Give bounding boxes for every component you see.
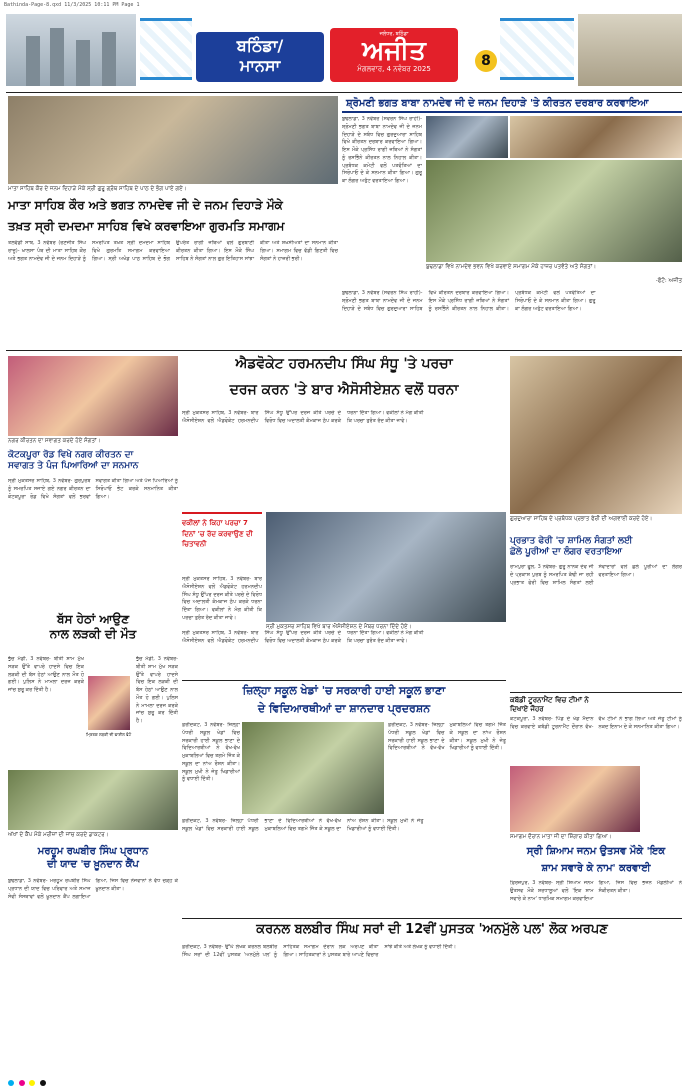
story7-photo: [510, 356, 682, 514]
story10-headline: [510, 846, 682, 875]
section-rule-1: [6, 350, 682, 351]
story6-body: ਬੁਢਲਾਡਾ, 3 ਨਵੰਬਰ- ਮਰਹੂਮ ਰਘਬੀਰ ਸਿੰਘ ਪ੍ਰਧਾਨ ਦੀ ਯਾਦ ਵਿਚ ਪਰਿਵਾਰ ਅਤੇ ਸਮਾਜ ਸੇਵੀ ਸੰਸਥਾਵਾਂ ਵਲੋਂ ਖ਼ੂਨਦਾਨ ਕੈਂਪ ਲਗਾਇਆ ਗਿਆ, ਜਿਸ ਵਿਚ ਨੌਜਵਾਨਾਂ ਨੇ ਵੱਧ ਚੜ੍ਹ ਕੇ ਖ਼ੂਨਦਾਨ ਕੀਤਾ।: [8, 878, 178, 900]
story9-body: ਕੋਟਕਪੂਰਾ, 3 ਨਵੰਬਰ- ਪਿੰਡ ਦੇ ਖੇਡ ਮੈਦਾਨ ਵਿਚ ਕਰਵਾਏ ਕਬੱਡੀ ਟੂਰਨਾਮੈਂਟ ਦੌਰਾਨ ਵੱਖ-ਵੱਖ ਟੀਮਾਂ ਨੇ ਭਾਗ ਲਿਆ ਅਤੇ ਜੇਤੂ ਟੀਮਾਂ ਨੂੰ ਨਕਦ ਇਨਾਮ ਦੇ ਕੇ ਸਨਮਾਨਿਤ ਕੀਤਾ ਗਿਆ।: [510, 716, 682, 730]
edition-city-line2: ਮਾਨਸਾ: [239, 56, 281, 75]
paper-name: ਅਜੀਤ: [362, 36, 426, 66]
story7-caption: ਗੁਰਦੁਆਰਾ ਸਾਹਿਬ ਦੇ ਪ੍ਰਬੰਧਕ ਪ੍ਰਭਾਤ ਫੇਰੀ ਦੀ ਅਗਵਾਈ ਕਰਦੇ ਹੋਏ।: [510, 516, 653, 522]
story10-body: ਫ਼ਿਰੋਜ਼ਪੁਰ, 3 ਨਵੰਬਰ- ਸ੍ਰੀ ਸ਼ਿਆਮ ਜਨਮ ਉਤਸਵ ਮੌਕੇ ਸ਼ਰਧਾਲੂਆਂ ਵਲੋਂ 'ਇਕ ਸ਼ਾਮ ਸਵਾਰੇ ਕੇ ਨਾਮ' ਧਾਰਮਿਕ ਸਮਾਗਮ ਕਰਵਾਇਆ ਗਿਆ, ਜਿਸ ਵਿਚ ਭਜਨ ਮੰਡਲੀਆਂ ਨੇ ਸੰਕੀਰਤਨ ਕੀਤਾ।: [510, 880, 682, 902]
story8-body-cont: ਫ਼ਰੀਦਕੋਟ, 3 ਨਵੰਬਰ- ਜ਼ਿਲ੍ਹਾ ਪੱਧਰੀ ਸਕੂਲ ਖੇਡਾਂ ਵਿਚ ਸਰਕਾਰੀ ਹਾਈ ਸਕੂਲ ਭਾਣਾ ਦੇ ਵਿਦਿਆਰਥੀਆਂ ਨੇ ਵੱਖ-ਵੱਖ ਮੁਕਾਬਲਿਆਂ ਵਿਚ ਤਗਮੇ ਜਿੱਤ ਕੇ ਸਕੂਲ ਦਾ ਨਾਂਅ ਰੌਸ਼ਨ ਕੀਤਾ। ਸਕੂਲ ਮੁਖੀ ਨੇ ਜੇਤੂ ਖਿਡਾਰੀਆਂ ਨੂੰ ਵਧਾਈ ਦਿੱਤੀ।: [388, 722, 506, 752]
story7-headline-line2: ਛੋਲੇ ਪੂਰੀਆਂ ਦਾ ਲੰਗਰ ਵਰਤਾਇਆ: [510, 547, 623, 558]
masthead-pattern-right: [500, 18, 574, 80]
paper-logo: [330, 28, 458, 82]
story3-headline-line1: ਐਡਵੋਕੇਟ ਹਰਮਨਦੀਪ ਸਿੰਘ ਸੰਧੂ 'ਤੇ ਪਰਚਾ: [235, 356, 453, 372]
story11-body: ਫ਼ਰੀਦਕੋਟ, 3 ਨਵੰਬਰ- ਉੱਘੇ ਲੇਖਕ ਕਰਨਲ ਬਲਬੀਰ ਸਿੰਘ ਸਰਾਂ ਦੀ 12ਵੀਂ ਪੁਸਤਕ 'ਅਨਮੁੱਲੇ ਪਲ' ਨੂੰ ਸਾਹਿਤਕ ਸਮਾਗਮ ਦੌਰਾਨ ਲੋਕ ਅਰਪਣ ਕੀਤਾ ਗਿਆ। ਸਾਹਿਤਕਾਰਾਂ ਨੇ ਪੁਸਤਕ ਬਾਰੇ ਆਪਣੇ ਵਿਚਾਰ ਸਾਂਝੇ ਕੀਤੇ ਅਤੇ ਲੇਖਕ ਨੂੰ ਵਧਾਈ ਦਿੱਤੀ।: [182, 944, 456, 958]
edition-city-label: [196, 32, 324, 82]
story4-photo: [8, 356, 178, 436]
print-color-strip: [0, 1077, 687, 1089]
story2-caption: ਬੁਢਲਾਡਾ ਵਿਖੇ ਨਾਮਦੇਵ ਭਵਨ ਵਿਖੇ ਕਰਵਾਏ ਸਮਾਗਮ ਮੌਕੇ ਹਾਜ਼ਰ ਪਤਵੰਤੇ ਅਤੇ ਸੰਗਤਾਂ।: [426, 264, 597, 270]
story5-headline-line1: ਬੱਸ ਹੇਠਾਂ ਆਉਣ: [56, 612, 130, 626]
story4-headline: [8, 450, 178, 473]
story1-photo: [8, 96, 338, 184]
story8-headline-line2: ਦੇ ਵਿਦਿਆਰਥੀਆਂ ਦਾ ਸ਼ਾਨਦਾਰ ਪ੍ਰਦਰਸ਼ਨ: [257, 701, 431, 715]
story3-sidebar: ਵਕੀਲਾਂ ਨੇ ਕਿਹਾ ਪਰਚਾ 7 ਦਿਨਾਂ 'ਚ ਰੱਦ ਕਰਵਾਉਣ ਦੀ ਚਿਤਾਵਨੀ: [182, 512, 262, 572]
story11-headline: ਕਰਨਲ ਬਲਬੀਰ ਸਿੰਘ ਸਰਾਂ ਦੀ 12ਵੀਂ ਪੁਸਤਕ 'ਅਨਮੁੱਲੇ ਪਲ' ਲੋਕ ਅਰਪਣ: [256, 922, 608, 937]
story2-photo-main: [426, 160, 682, 262]
paper-location: ਜਲੰਧਰ, ਬਠਿੰਡਾ: [379, 31, 409, 37]
story6-photo: [8, 770, 178, 830]
story3-body: ਸ੍ਰੀ ਮੁਕਤਸਰ ਸਾਹਿਬ, 3 ਨਵੰਬਰ- ਬਾਰ ਐਸੋਸੀਏਸ਼ਨ ਵਲੋਂ ਐਡਵੋਕੇਟ ਹਰਮਨਦੀਪ ਸਿੰਘ ਸੰਧੂ ਉੱਪਰ ਦਰਜ ਕੀਤੇ ਪਰਚੇ ਦੇ ਵਿਰੋਧ ਵਿਚ ਅਦਾਲਤੀ ਕੰਮਕਾਜ ਠੱਪ ਕਰਕੇ ਧਰਨਾ ਦਿੱਤਾ ਗਿਆ। ਵਕੀਲਾਂ ਨੇ ਮੰਗ ਕੀਤੀ ਕਿ ਪਰਚਾ ਤੁਰੰਤ ਰੱਦ ਕੀਤਾ ਜਾਵੇ।: [182, 410, 424, 424]
story4-body: ਸ੍ਰੀ ਮੁਕਤਸਰ ਸਾਹਿਬ, 3 ਨਵੰਬਰ- ਗੁਰਪੁਰਬ ਨੂੰ ਸਮਰਪਿਤ ਸਜਾਏ ਗਏ ਨਗਰ ਕੀਰਤਨ ਦਾ ਕੋਟਕਪੂਰਾ ਰੋਡ ਵਿਖੇ ਸੰਗਤਾਂ ਵਲੋਂ ਭਰਵਾਂ ਸਵਾਗਤ ਕੀਤਾ ਗਿਆ ਅਤੇ ਪੰਜ ਪਿਆਰਿਆਂ ਨੂੰ ਸਿਰੋਪਾਓ ਭੇਟ ਕਰਕੇ ਸਨਮਾਨਿਤ ਕੀਤਾ ਗਿਆ।: [8, 478, 178, 500]
story5-body: ਭੁੱਚੋ ਮੰਡੀ, 3 ਨਵੰਬਰ- ਬੀਤੀ ਸ਼ਾਮ ਮੁੱਖ ਸੜਕ ਉੱਤੇ ਵਾਪਰੇ ਹਾਦਸੇ ਵਿਚ ਇਕ ਲੜਕੀ ਦੀ ਬੱਸ ਹੇਠਾਂ ਆਉਣ ਨਾਲ ਮੌਤ ਹੋ ਗਈ। ਪੁਲਿਸ ਨੇ ਮਾਮਲਾ ਦਰਜ ਕਰਕੇ ਜਾਂਚ ਸ਼ੁਰੂ ਕਰ ਦਿੱਤੀ ਹੈ।: [8, 656, 84, 693]
story5-headline: [8, 612, 178, 642]
masthead-rule: [6, 92, 682, 93]
story8-body-tail: ਫ਼ਰੀਦਕੋਟ, 3 ਨਵੰਬਰ- ਜ਼ਿਲ੍ਹਾ ਪੱਧਰੀ ਸਕੂਲ ਖੇਡਾਂ ਵਿਚ ਸਰਕਾਰੀ ਹਾਈ ਸਕੂਲ ਭਾਣਾ ਦੇ ਵਿਦਿਆਰਥੀਆਂ ਨੇ ਵੱਖ-ਵੱਖ ਮੁਕਾਬਲਿਆਂ ਵਿਚ ਤਗਮੇ ਜਿੱਤ ਕੇ ਸਕੂਲ ਦਾ ਨਾਂਅ ਰੌਸ਼ਨ ਕੀਤਾ। ਸਕੂਲ ਮੁਖੀ ਨੇ ਜੇਤੂ ਖਿਡਾਰੀਆਂ ਨੂੰ ਵਧਾਈ ਦਿੱਤੀ।: [182, 818, 424, 832]
masthead: [0, 14, 687, 90]
story3-caption: ਸ੍ਰੀ ਮੁਕਤਸਰ ਸਾਹਿਬ ਵਿਖੇ ਬਾਰ ਐਸੋਸੀਏਸ਼ਨ ਦੇ ਮੈਂਬਰ ਧਰਨਾ ਦਿੰਦੇ ਹੋਏ।: [266, 624, 412, 630]
masthead-photo-right: [578, 14, 682, 86]
story2-body-cont: ਬੁਢਲਾਡਾ, 3 ਨਵੰਬਰ (ਸਵਰਨ ਸਿੰਘ ਰਾਹੀ)- ਸ਼੍ਰੋਮਣੀ ਭਗਤ ਬਾਬਾ ਨਾਮਦੇਵ ਜੀ ਦੇ ਜਨਮ ਦਿਹਾੜੇ ਦੇ ਸਬੰਧ ਵਿਚ ਗੁਰਦੁਆਰਾ ਸਾਹਿਬ ਵਿਖੇ ਕੀਰਤਨ ਦਰਬਾਰ ਕਰਵਾਇਆ ਗਿਆ। ਇਸ ਮੌਕੇ ਪ੍ਰਸਿੱਧ ਰਾਗੀ ਜਥਿਆਂ ਨੇ ਸੰਗਤਾਂ ਨੂੰ ਰਸਭਿੰਨੇ ਕੀਰਤਨ ਨਾਲ ਨਿਹਾਲ ਕੀਤਾ। ਪ੍ਰਬੰਧਕ ਕਮੇਟੀ ਵਲੋਂ ਪਤਵੰਤਿਆਂ ਦਾ ਸਿਰੋਪਾਓ ਦੇ ਕੇ ਸਨਮਾਨ ਕੀਤਾ ਗਿਆ। ਗੁਰੂ ਕਾ ਲੰਗਰ ਅਤੁੱਟ ਵਰਤਾਇਆ ਗਿਆ।: [342, 290, 596, 312]
print-meta-text: Bathinda-Page-8.qxd 11/3/2025 10:11 PM Page 1: [4, 2, 140, 8]
story10-headline-line2: ਸ਼ਾਮ ਸਵਾਰੇ ਕੇ ਨਾਮ' ਕਰਵਾਈ: [541, 862, 651, 874]
story4-headline-line2: ਸਵਾਗਤ ਤੇ ਪੰਜ ਪਿਆਰਿਆਂ ਦਾ ਸਨਮਾਨ: [8, 461, 139, 472]
story7-headline: [510, 536, 682, 559]
story9-headline-line1: ਕਬੱਡੀ ਟੂਰਨਾਮੈਂਟ ਵਿਚ ਟੀਮਾਂ ਨੇ: [510, 696, 589, 704]
story8-body: ਫ਼ਰੀਦਕੋਟ, 3 ਨਵੰਬਰ- ਜ਼ਿਲ੍ਹਾ ਪੱਧਰੀ ਸਕੂਲ ਖੇਡਾਂ ਵਿਚ ਸਰਕਾਰੀ ਹਾਈ ਸਕੂਲ ਭਾਣਾ ਦੇ ਵਿਦਿਆਰਥੀਆਂ ਨੇ ਵੱਖ-ਵੱਖ ਮੁਕਾਬਲਿਆਂ ਵਿਚ ਤਗਮੇ ਜਿੱਤ ਕੇ ਸਕੂਲ ਦਾ ਨਾਂਅ ਰੌਸ਼ਨ ਕੀਤਾ। ਸਕੂਲ ਮੁਖੀ ਨੇ ਜੇਤੂ ਖਿਡਾਰੀਆਂ ਨੂੰ ਵਧਾਈ ਦਿੱਤੀ।: [182, 722, 240, 783]
story1-headline-line1: ਮਾਤਾ ਸਾਹਿਬ ਕੌਰ ਅਤੇ ਭਗਤ ਨਾਮਦੇਵ ਜੀ ਦੇ ਜਨਮ ਦਿਹਾੜੇ ਮੌਕੇ: [8, 198, 283, 212]
story6-headline-line1: ਮਰਹੂਮ ਰਘਬੀਰ ਸਿੰਘ ਪ੍ਰਧਾਨ: [37, 846, 149, 857]
story6-caption: ਅੱਖਾਂ ਦੇ ਕੈਂਪ ਮੌਕੇ ਮਰੀਜ਼ਾਂ ਦੀ ਜਾਂਚ ਕਰਦੇ ਡਾਕਟਰ।: [8, 832, 109, 838]
story1-headline: [8, 198, 338, 234]
cyan-swatch: [8, 1080, 14, 1086]
story8-headline-line1: ਜ਼ਿਲ੍ਹਾ ਸਕੂਲ ਖੇਡਾਂ 'ਚ ਸਰਕਾਰੀ ਹਾਈ ਸਕੂਲ ਭਾਣਾ: [242, 684, 446, 697]
story3-headline-line2: ਦਰਜ ਕਰਨ 'ਤੇ ਬਾਰ ਐਸੋਸੀਏਸ਼ਨ ਵਲੋਂ ਧਰਨਾ: [229, 381, 459, 398]
story1-caption: ਮਾਤਾ ਸਾਹਿਬ ਕੌਰ ਦੇ ਜਨਮ ਦਿਹਾੜੇ ਮੌਕੇ ਸ੍ਰੀ ਗੁਰੂ ਗ੍ਰੰਥ ਸਾਹਿਬ ਦੇ ਪਾਠ ਦੇ ਭੋਗ ਪਾਏ ਗਏ।: [8, 186, 187, 192]
magenta-swatch: [19, 1080, 25, 1086]
story8-photo: [242, 722, 384, 814]
story3-photo: [266, 512, 506, 622]
section-rule-2: [182, 680, 506, 681]
story3-body-cont: ਸ੍ਰੀ ਮੁਕਤਸਰ ਸਾਹਿਬ, 3 ਨਵੰਬਰ- ਬਾਰ ਐਸੋਸੀਏਸ਼ਨ ਵਲੋਂ ਐਡਵੋਕੇਟ ਹਰਮਨਦੀਪ ਸਿੰਘ ਸੰਧੂ ਉੱਪਰ ਦਰਜ ਕੀਤੇ ਪਰਚੇ ਦੇ ਵਿਰੋਧ ਵਿਚ ਅਦਾਲਤੀ ਕੰਮਕਾਜ ਠੱਪ ਕਰਕੇ ਧਰਨਾ ਦਿੱਤਾ ਗਿਆ। ਵਕੀਲਾਂ ਨੇ ਮੰਗ ਕੀਤੀ ਕਿ ਪਰਚਾ ਤੁਰੰਤ ਰੱਦ ਕੀਤਾ ਜਾਵੇ।: [182, 576, 262, 621]
story9-headline-line2: ਦਿਖਾਏ ਜੌਹਰ: [510, 704, 544, 713]
section-rule-4: [182, 918, 682, 919]
edition-city-line1: ਬਠਿੰਡਾ/: [236, 36, 284, 55]
story3-body-tail: ਸ੍ਰੀ ਮੁਕਤਸਰ ਸਾਹਿਬ, 3 ਨਵੰਬਰ- ਬਾਰ ਐਸੋਸੀਏਸ਼ਨ ਵਲੋਂ ਐਡਵੋਕੇਟ ਹਰਮਨਦੀਪ ਸਿੰਘ ਸੰਧੂ ਉੱਪਰ ਦਰਜ ਕੀਤੇ ਪਰਚੇ ਦੇ ਵਿਰੋਧ ਵਿਚ ਅਦਾਲਤੀ ਕੰਮਕਾਜ ਠੱਪ ਕਰਕੇ ਧਰਨਾ ਦਿੱਤਾ ਗਿਆ। ਵਕੀਲਾਂ ਨੇ ਮੰਗ ਕੀਤੀ ਕਿ ਪਰਚਾ ਤੁਰੰਤ ਰੱਦ ਕੀਤਾ ਜਾਵੇ।: [182, 630, 424, 644]
story10-photo: [510, 766, 640, 832]
page-number-badge: 8: [475, 50, 497, 72]
story5-body-cont: ਭੁੱਚੋ ਮੰਡੀ, 3 ਨਵੰਬਰ- ਬੀਤੀ ਸ਼ਾਮ ਮੁੱਖ ਸੜਕ ਉੱਤੇ ਵਾਪਰੇ ਹਾਦਸੇ ਵਿਚ ਇਕ ਲੜਕੀ ਦੀ ਬੱਸ ਹੇਠਾਂ ਆਉਣ ਨਾਲ ਮੌਤ ਹੋ ਗਈ। ਪੁਲਿਸ ਨੇ ਮਾਮਲਾ ਦਰਜ ਕਰਕੇ ਜਾਂਚ ਸ਼ੁਰੂ ਕਰ ਦਿੱਤੀ ਹੈ।: [136, 656, 178, 724]
issue-date: ਮੰਗਲਵਾਰ, 4 ਨਵੰਬਰ 2025: [357, 65, 431, 73]
story6-headline-line2: ਦੀ ਯਾਦ 'ਚ ਖ਼ੂਨਦਾਨ ਕੈਂਪ: [47, 858, 139, 870]
story8-headline: [182, 684, 506, 716]
yellow-swatch: [29, 1080, 35, 1086]
story6-headline: [8, 846, 178, 871]
story4-headline-line1: ਕੋਟਕਪੂਰਾ ਰੋਡ ਵਿਖੇ ਨਗਰ ਕੀਰਤਨ ਦਾ: [8, 450, 134, 460]
story1-headline-line2: ਤਖ਼ਤ ਸ੍ਰੀ ਦਮਦਮਾ ਸਾਹਿਬ ਵਿਖੇ ਕਰਵਾਇਆ ਗੁਰਮਤਿ ਸਮਾਗਮ: [8, 219, 285, 233]
story4-caption: ਨਗਰ ਕੀਰਤਨ ਦਾ ਸਵਾਗਤ ਕਰਦੇ ਹੋਏ ਸੰਗਤਾਂ।: [8, 438, 101, 444]
masthead-pattern-left: [140, 18, 192, 80]
story5-headline-line2: ਨਾਲ ਲੜਕੀ ਦੀ ਮੌਤ: [49, 627, 137, 641]
black-swatch: [40, 1080, 46, 1086]
story7-headline-line1: ਪ੍ਰਭਾਤ ਫੇਰੀ 'ਚ ਸ਼ਾਮਿਲ ਸੰਗਤਾਂ ਲਈ: [510, 536, 633, 546]
story2-body-col1: ਬੁਢਲਾਡਾ, 3 ਨਵੰਬਰ (ਸਵਰਨ ਸਿੰਘ ਰਾਹੀ)- ਸ਼੍ਰੋਮਣੀ ਭਗਤ ਬਾਬਾ ਨਾਮਦੇਵ ਜੀ ਦੇ ਜਨਮ ਦਿਹਾੜੇ ਦੇ ਸਬੰਧ ਵਿਚ ਗੁਰਦੁਆਰਾ ਸਾਹਿਬ ਵਿਖੇ ਕੀਰਤਨ ਦਰਬਾਰ ਕਰਵਾਇਆ ਗਿਆ। ਇਸ ਮੌਕੇ ਪ੍ਰਸਿੱਧ ਰਾਗੀ ਜਥਿਆਂ ਨੇ ਸੰਗਤਾਂ ਨੂੰ ਰਸਭਿੰਨੇ ਕੀਰਤਨ ਨਾਲ ਨਿਹਾਲ ਕੀਤਾ। ਪ੍ਰਬੰਧਕ ਕਮੇਟੀ ਵਲੋਂ ਪਤਵੰਤਿਆਂ ਦਾ ਸਿਰੋਪਾਓ ਦੇ ਕੇ ਸਨਮਾਨ ਕੀਤਾ ਗਿਆ। ਗੁਰੂ ਕਾ ਲੰਗਰ ਅਤੁੱਟ ਵਰਤਾਇਆ ਗਿਆ।: [342, 116, 422, 184]
print-meta-strip: [0, 0, 687, 12]
story10-headline-line1: ਸ੍ਰੀ ਸ਼ਿਆਮ ਜਨਮ ਉਤਸਵ ਮੌਕੇ 'ਇਕ: [526, 846, 666, 857]
story9-headline: [510, 696, 682, 714]
story10-caption: ਸਮਾਗਮ ਦੌਰਾਨ ਮਾਤਾ ਜੀ ਦਾ ਸ਼ਿੰਗਾਰ ਕੀਤਾ ਗਿਆ।: [510, 834, 612, 840]
story2-photo-small: [426, 116, 508, 158]
story1-body: ਤਲਵੰਡੀ ਸਾਬੋ, 3 ਨਵੰਬਰ (ਰਣਜੀਤ ਸਿੰਘ ਰਾਜੂ)- ਖ਼ਾਲਸਾ ਪੰਥ ਦੀ ਮਾਤਾ ਸਾਹਿਬ ਕੌਰ ਅਤੇ ਭਗਤ ਨਾਮਦੇਵ ਜੀ ਦੇ ਜਨਮ ਦਿਹਾੜੇ ਨੂੰ ਸਮਰਪਿਤ ਤਖ਼ਤ ਸ੍ਰੀ ਦਮਦਮਾ ਸਾਹਿਬ ਵਿਖੇ ਗੁਰਮਤਿ ਸਮਾਗਮ ਕਰਵਾਇਆ ਗਿਆ। ਸ੍ਰੀ ਅਖੰਡ ਪਾਠ ਸਾਹਿਬ ਦੇ ਭੋਗ ਉਪਰੰਤ ਰਾਗੀ ਜਥਿਆਂ ਵਲੋਂ ਗੁਰਬਾਣੀ ਕੀਰਤਨ ਕੀਤਾ ਗਿਆ। ਇਸ ਮੌਕੇ ਸਿੰਘ ਸਾਹਿਬ ਨੇ ਸੰਗਤਾਂ ਨਾਲ ਗੁਰ ਇਤਿਹਾਸ ਸਾਂਝਾ ਕੀਤਾ ਅਤੇ ਸ਼ਖ਼ਸੀਅਤਾਂ ਦਾ ਸਨਮਾਨ ਕੀਤਾ ਗਿਆ। ਸਮਾਗਮ ਵਿਚ ਵੱਡੀ ਗਿਣਤੀ ਵਿਚ ਸੰਗਤਾਂ ਨੇ ਹਾਜ਼ਰੀ ਭਰੀ।: [8, 240, 338, 262]
story2-photo-wide: [510, 116, 682, 158]
story2-headline: ਸ਼੍ਰੋਮਣੀ ਭਗਤ ਬਾਬਾ ਨਾਮਦੇਵ ਜੀ ਦੇ ਜਨਮ ਦਿਹਾੜੇ 'ਤੇ ਕੀਰਤਨ ਦਰਬਾਰ ਕਰਵਾਇਆ: [342, 96, 682, 113]
story2-photo-credit: -ਫੋਟੋ: ਅਜੀਤ: [655, 278, 682, 284]
story5-photo-label: ਮ੍ਰਿਤਕ ਲੜਕੀ ਦੀ ਫਾਈਲ ਫੋਟੋ: [86, 732, 132, 737]
story5-photo: [88, 676, 130, 730]
section-rule-3: [510, 692, 682, 693]
story3-headline: [182, 356, 506, 399]
story7-body: ਰਾਮਪੁਰਾ ਫੂਲ, 3 ਨਵੰਬਰ- ਗੁਰੂ ਨਾਨਕ ਦੇਵ ਜੀ ਦੇ ਪ੍ਰਕਾਸ਼ ਪੁਰਬ ਨੂੰ ਸਮਰਪਿਤ ਕੱਢੀ ਜਾ ਰਹੀ ਪ੍ਰਭਾਤ ਫੇਰੀ ਵਿਚ ਸ਼ਾਮਿਲ ਸੰਗਤਾਂ ਲਈ ਸੇਵਾਦਾਰਾਂ ਵਲੋਂ ਛੋਲੇ ਪੂਰੀਆਂ ਦਾ ਲੰਗਰ ਵਰਤਾਇਆ ਗਿਆ।: [510, 564, 682, 586]
masthead-photo-left: [6, 14, 136, 86]
